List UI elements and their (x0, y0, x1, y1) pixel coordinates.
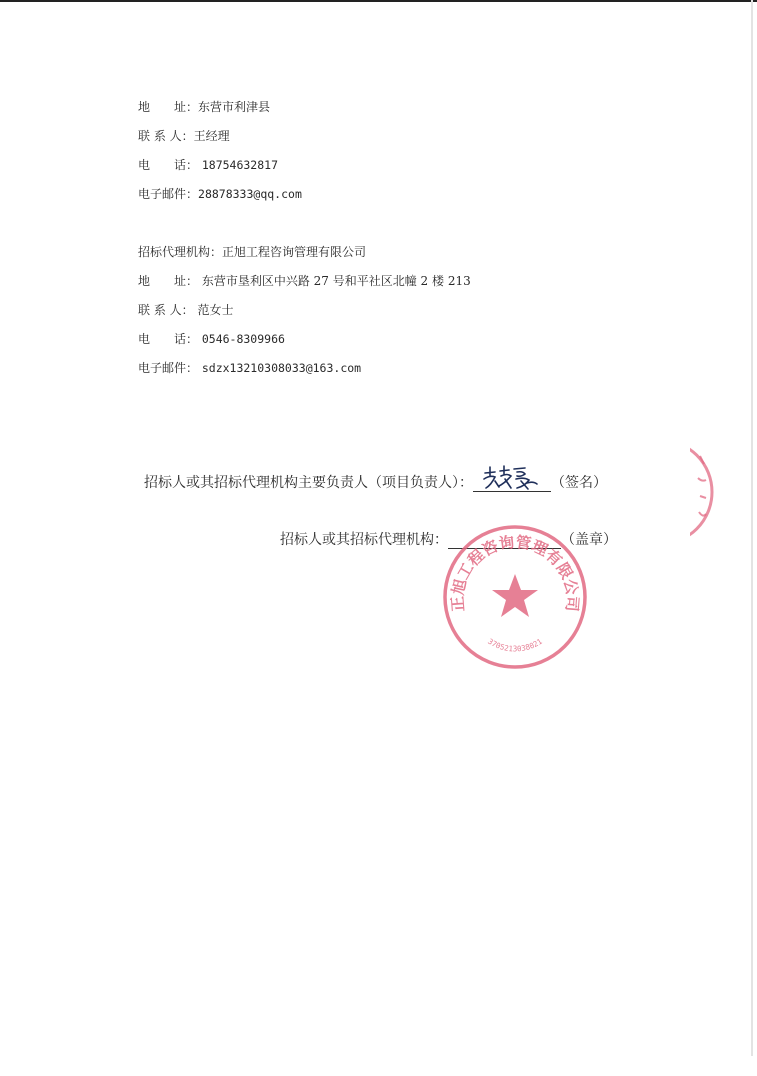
handwritten-signature (481, 463, 541, 491)
agency-contact-value: 范女士 (197, 303, 234, 317)
agency-contact-row (138, 302, 233, 318)
agency-email-label: 电子邮件： (138, 361, 199, 375)
agency-address-label: 地 址： (138, 274, 199, 288)
tenderer-contact-row (138, 128, 230, 144)
svg-text:3705213038021: 3705213038021 (486, 636, 544, 654)
tenderer-address-row (138, 99, 270, 115)
tenderer-contact-value: 王经理 (193, 129, 230, 143)
company-seal (440, 522, 590, 672)
signature-suffix: （签名） (551, 475, 607, 491)
agency-phone-row (138, 331, 285, 347)
partial-seal-mark (690, 438, 730, 546)
page-right-edge (751, 0, 753, 1056)
tenderer-email-label: 电子邮件： (138, 187, 199, 201)
svg-text:正旭工程咨询管理有限公司: 正旭工程咨询管理有限公司 (448, 533, 582, 613)
agency-address-row (138, 273, 471, 289)
agency-name-row (138, 244, 366, 260)
tenderer-address-label: 地 址： (138, 100, 199, 114)
tenderer-phone-row (138, 157, 278, 173)
agency-address-value: 东营市垦利区中兴路 27 号和平社区北幢 2 楼 213 (201, 274, 471, 288)
agency-phone-label: 电 话： (138, 332, 199, 346)
page-top-edge (0, 0, 757, 2)
agency-name-label: 招标代理机构： (138, 245, 223, 259)
responsible-label: 招标人或其招标代理机构主要负责人（项目负责人）： (144, 475, 473, 491)
tenderer-contact-label: 联 系 人： (138, 129, 194, 143)
tenderer-phone-label: 电 话： (138, 158, 199, 172)
tenderer-email-value: 28878333@qq.com (198, 187, 302, 201)
agency-email-row (138, 360, 361, 376)
agency-stamp-label: 招标人或其招标代理机构： (280, 532, 448, 548)
agency-name-value: 正旭工程咨询管理有限公司 (222, 245, 367, 259)
agency-contact-label: 联 系 人： (138, 303, 194, 317)
stamp-suffix: （盖章） (561, 532, 617, 548)
agency-email-value: sdzx13210308033@163.com (201, 361, 362, 375)
tenderer-address-value: 东营市利津县 (198, 100, 271, 114)
signature-blank (473, 475, 551, 492)
agency-phone-value: 0546-8309966 (201, 332, 285, 346)
tenderer-phone-value: 18754632817 (201, 158, 279, 172)
responsible-signature-row (144, 474, 607, 492)
tenderer-email-row (138, 186, 302, 202)
